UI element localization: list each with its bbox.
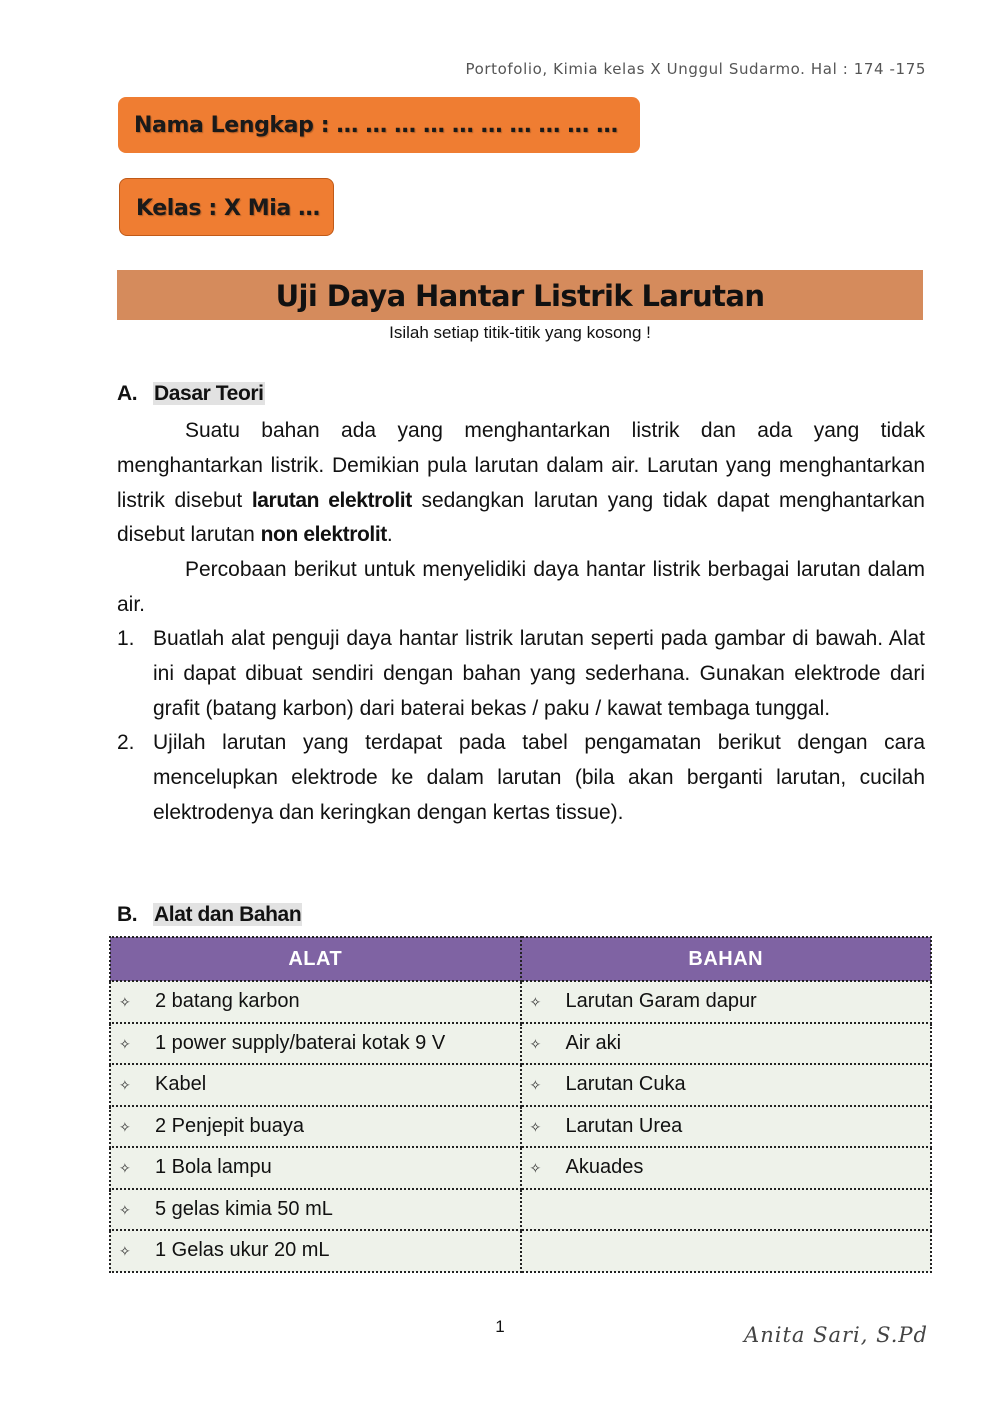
author-signature: Anita Sari, S.Pd	[744, 1323, 928, 1347]
list-item: 2. Ujilah larutan yang terdapat pada tabel pengamatan berikut dengan cara mencelupkan elektrode ke dalam larutan (bila akan berganti larutan, cucilah elektrodenya dan keringkan dengan kertas tissue).	[117, 731, 925, 824]
section-a-heading	[117, 382, 265, 406]
header-reference: Portofolio, Kimia kelas X Unggul Sudarmo. Hal : 174 -175	[465, 60, 926, 78]
cell-text: 2 Penjepit buaya	[155, 1114, 305, 1137]
page-subtitle: Isilah setiap titik-titik yang kosong !	[389, 323, 651, 342]
bullet-icon: ✧	[529, 994, 542, 1011]
table-row	[110, 1106, 931, 1148]
alat-cell	[110, 1023, 521, 1065]
bullet-icon: ✧	[119, 994, 131, 1011]
section-a-title: Dasar Teori	[154, 382, 264, 405]
section-b-heading	[117, 903, 302, 927]
bahan-cell	[521, 1230, 932, 1272]
bullet-icon: ✧	[119, 1243, 131, 1260]
bullet-icon: ✧	[119, 1201, 131, 1218]
bullet-icon: ✧	[119, 1118, 131, 1135]
name-field-box[interactable]: Nama Lengkap : … … … … … … … … … …	[118, 97, 640, 153]
table-row	[110, 981, 931, 1023]
cell-text: Larutan Garam dapur	[565, 990, 757, 1013]
bullet-icon: ✧	[119, 1160, 131, 1177]
term-larutan-elektrolit: larutan elektrolit	[251, 488, 412, 512]
cell-text: Larutan Cuka	[565, 1073, 686, 1096]
cell-text: 1 Gelas ukur 20 mL	[155, 1239, 330, 1262]
bahan-cell	[521, 1064, 932, 1106]
alat-cell	[110, 1064, 521, 1106]
kelas-field-box[interactable]: Kelas : X Mia …	[119, 178, 334, 236]
cell-text: Akuades	[565, 1156, 644, 1179]
cell-text: Air aki	[565, 1031, 622, 1054]
bullet-icon: ✧	[529, 1118, 542, 1135]
alat-cell	[110, 1106, 521, 1148]
cell-text: 1 power supply/baterai kotak 9 V	[155, 1031, 446, 1054]
alat-cell	[110, 1230, 521, 1272]
section-a-letter: A.	[117, 382, 138, 405]
page-number: 1	[495, 1317, 505, 1336]
bullet-icon: ✧	[529, 1035, 542, 1052]
bullet-icon: ✧	[119, 1077, 131, 1094]
table-row	[110, 1147, 931, 1189]
section-b-letter: B.	[117, 903, 138, 926]
table-row	[110, 1064, 931, 1106]
bahan-cell	[521, 981, 932, 1023]
list-item: 1. Buatlah alat penguji daya hantar listrik larutan seperti pada gambar di bawah. Alat ini dapat dibuat sendiri dengan bahan yang sederhana. Gunakan elektrode dari grafit (batang karbon) dari baterai bekas / paku / kawat tembaga tunggal.	[117, 627, 925, 720]
column-header-alat: ALAT	[110, 937, 521, 981]
column-header-bahan: BAHAN	[521, 937, 932, 981]
table-row	[110, 1230, 931, 1272]
bullet-icon: ✧	[119, 1035, 131, 1052]
cell-text: 2 batang karbon	[155, 990, 300, 1013]
bahan-cell	[521, 1147, 932, 1189]
bahan-cell	[521, 1189, 932, 1231]
alat-cell	[110, 1189, 521, 1231]
bahan-cell	[521, 1106, 932, 1148]
cell-text: Larutan Urea	[565, 1114, 683, 1137]
section-b-title: Alat dan Bahan	[154, 903, 302, 926]
bahan-cell	[521, 1023, 932, 1065]
term-non-elektrolit: non elektrolit	[260, 523, 387, 547]
alat-cell	[110, 1147, 521, 1189]
table-row	[110, 1189, 931, 1231]
cell-text: 1 Bola lampu	[155, 1156, 272, 1179]
theory-paragraph-1: Suatu bahan ada yang menghantarkan listrik dan ada yang tidak menghantarkan listrik. Demikian pula larutan dalam air. Larutan yang menghantarkan listrik disebut larutan elektrolit sedangkan larutan yang tidak dapat menghantarkan disebut larutan non elektrolit.	[117, 419, 925, 547]
cell-text: 5 gelas kimia 50 mL	[155, 1197, 333, 1220]
bullet-icon: ✧	[529, 1077, 542, 1094]
theory-paragraph-2: Percobaan berikut untuk menyelidiki daya hantar listrik berbagai larutan dalam air.	[117, 558, 925, 616]
alat-bahan-table	[109, 936, 932, 1273]
bullet-icon: ✧	[529, 1160, 542, 1177]
page-title: Uji Daya Hantar Listrik Larutan	[117, 270, 923, 320]
alat-cell	[110, 981, 521, 1023]
cell-text: Kabel	[155, 1073, 207, 1096]
procedure-list	[117, 622, 925, 831]
table-row	[110, 1023, 931, 1065]
